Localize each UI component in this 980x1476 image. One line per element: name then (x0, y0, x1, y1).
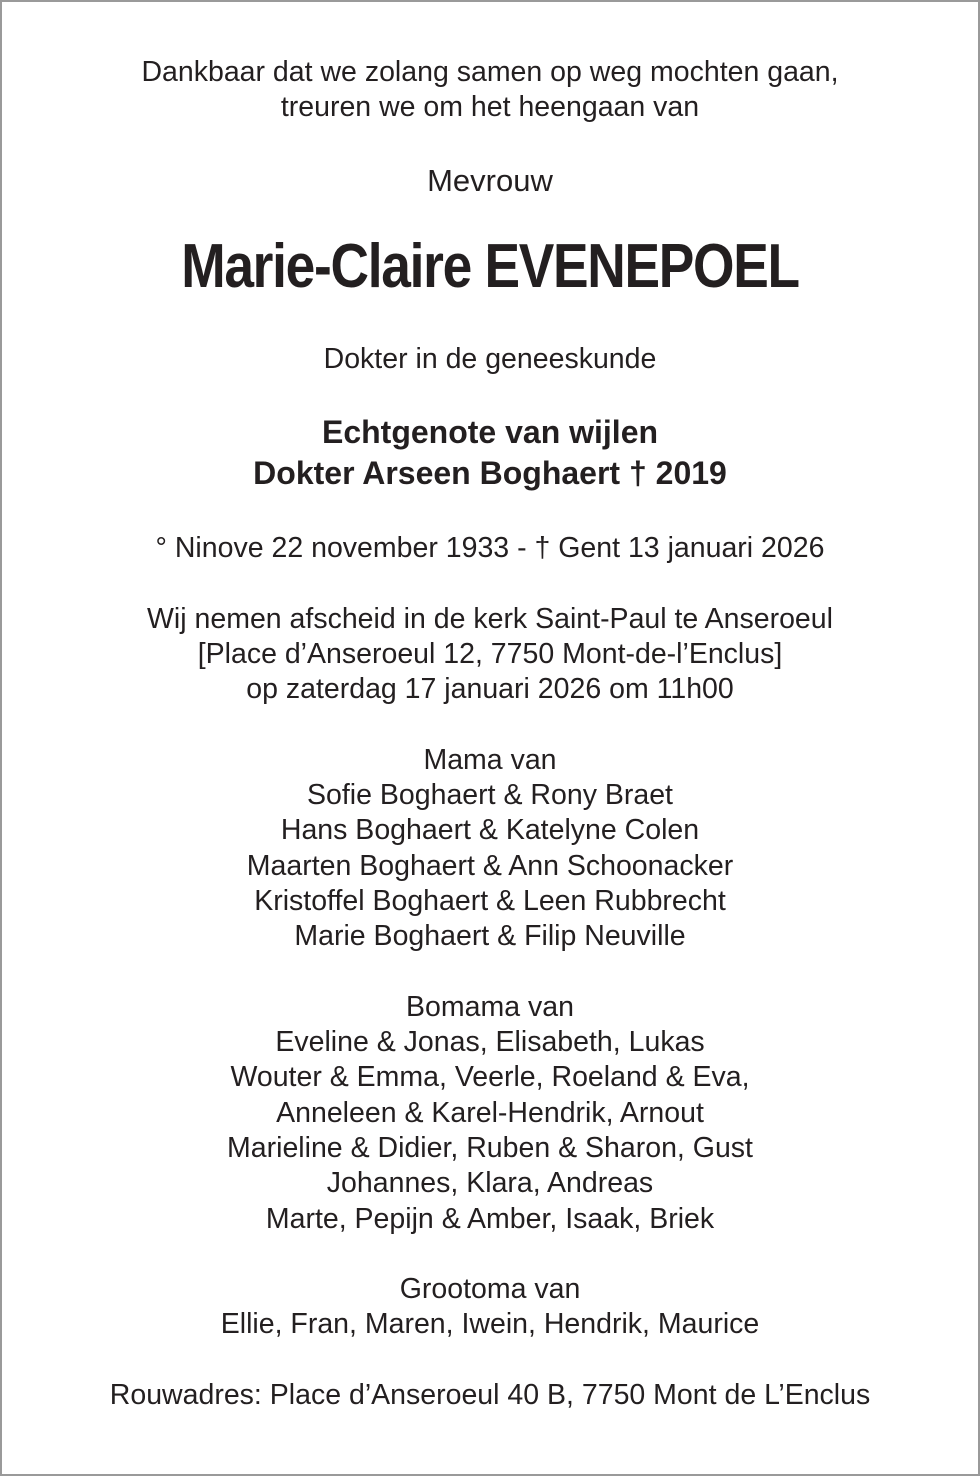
deceased-name: Marie-Claire EVENEPOEL (181, 232, 799, 301)
farewell-line-3: op zaterdag 17 januari 2026 om 11h00 (246, 673, 734, 705)
greatgrandchildren-heading: Grootoma van (399, 1273, 581, 1305)
grandchild-names: Eveline & Jonas, Elisabeth, Lukas (275, 1026, 705, 1058)
mourning-address: Rouwadres: Place d’Anseroeul 40 B, 7750 Mont de L’Enclus (109, 1379, 871, 1411)
grandchild-names: Johannes, Klara, Andreas (326, 1167, 654, 1199)
grandchild-names: Marieline & Didier, Ruben & Sharon, Gust (227, 1132, 753, 1164)
grandchild-names: Anneleen & Karel-Hendrik, Arnout (276, 1097, 704, 1129)
child-name: Sofie Boghaert & Rony Braet (307, 779, 673, 811)
child-name: Hans Boghaert & Katelyne Colen (280, 814, 700, 846)
child-name: Kristoffel Boghaert & Leen Rubbrecht (254, 885, 726, 917)
spouse-line-2: Dokter Arseen Boghaert † 2019 (253, 455, 727, 491)
intro-line-2: treuren we om het heengaan van (280, 91, 700, 123)
spouse-line-1: Echtgenote van wijlen (321, 414, 659, 450)
profession: Dokter in de geneeskunde (323, 343, 657, 375)
intro-line-1: Dankbaar dat we zolang samen op weg mochten gaan, (141, 56, 839, 88)
grandchildren-heading: Bomama van (406, 991, 574, 1023)
farewell-line-1: Wij nemen afscheid in de kerk Saint-Paul te Anseroeul (147, 603, 833, 635)
greatgrandchild-names: Ellie, Fran, Maren, Iwein, Hendrik, Maurice (220, 1308, 760, 1340)
farewell-line-2: [Place d’Anseroeul 12, 7750 Mont-de-l’Enclus] (197, 638, 783, 670)
child-name: Marie Boghaert & Filip Neuville (294, 920, 686, 952)
salutation: Mevrouw (427, 163, 553, 198)
birth-death-dates: ° Ninove 22 november 1933 - † Gent 13 januari 2026 (155, 532, 825, 564)
grandchild-names: Marte, Pepijn & Amber, Isaak, Briek (265, 1203, 715, 1235)
grandchild-names: Wouter & Emma, Veerle, Roeland & Eva, (230, 1061, 750, 1093)
children-heading: Mama van (423, 744, 557, 776)
child-name: Maarten Boghaert & Ann Schoonacker (246, 850, 734, 882)
